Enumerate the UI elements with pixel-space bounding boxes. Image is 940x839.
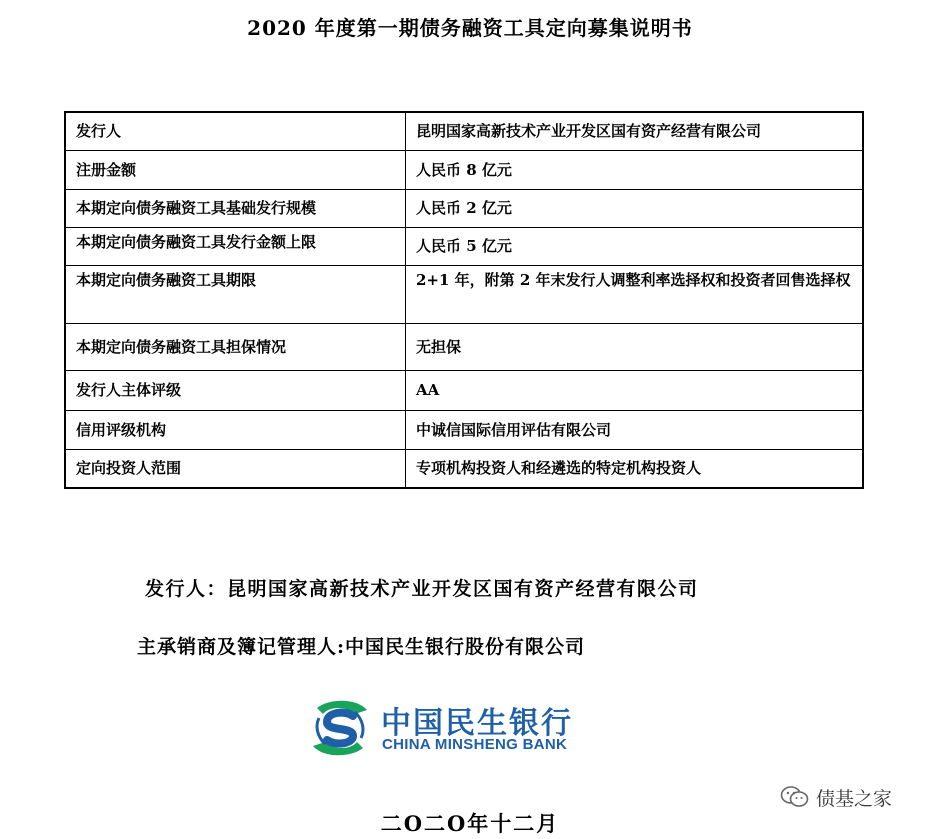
watermark-text: 债基之家 <box>816 787 893 810</box>
bank-name-en: CHINA MINSHENG BANK <box>382 736 568 753</box>
table-row <box>65 189 863 227</box>
row-label: 发行人主体评级 <box>65 370 406 410</box>
bank-logo <box>307 700 607 758</box>
row-label: 本期定向债务融资工具基础发行规模 <box>65 189 406 227</box>
summary-table <box>64 111 864 489</box>
row-label: 本期定向债务融资工具担保情况 <box>65 323 406 370</box>
row-value: 人民币 2 亿元 <box>406 189 864 227</box>
table-row <box>65 265 863 323</box>
row-value: 2+1 年，附第 2 年末发行人调整利率选择权和投资者回售选择权 <box>406 265 864 323</box>
table-row <box>65 370 863 410</box>
row-label: 本期定向债务融资工具期限 <box>65 265 406 323</box>
row-value: AA <box>406 370 864 410</box>
table-row <box>65 449 863 488</box>
minsheng-emblem-icon <box>307 700 373 756</box>
row-value: 专项机构投资人和经遴选的特定机构投资人 <box>406 449 864 488</box>
underwriter-line: 主承销商及簿记管理人:中国民生银行股份有限公司 <box>137 636 586 658</box>
row-label: 信用评级机构 <box>65 410 406 449</box>
row-value: 昆明国家高新技术产业开发区国有资产经营有限公司 <box>406 112 864 150</box>
row-label: 定向投资人范围 <box>65 449 406 488</box>
row-value: 人民币 5 亿元 <box>406 227 864 265</box>
watermark <box>780 783 892 811</box>
row-label: 注册金额 <box>65 150 406 189</box>
issue-date: 二O二O年十二月 <box>380 811 560 836</box>
document-title: 2020 年度第一期债务融资工具定向募集说明书 <box>247 16 693 40</box>
row-value: 人民币 8 亿元 <box>406 150 864 189</box>
table-row <box>65 227 863 265</box>
row-label: 发行人 <box>65 112 406 150</box>
row-value: 中诚信国际信用评估有限公司 <box>406 410 864 449</box>
bank-name-cn: 中国民生银行 <box>381 706 573 741</box>
table-row <box>65 112 863 150</box>
table-row <box>65 410 863 449</box>
row-label: 本期定向债务融资工具发行金额上限 <box>65 227 406 265</box>
table-row <box>65 323 863 370</box>
row-value: 无担保 <box>406 323 864 370</box>
wechat-icon <box>780 785 810 809</box>
issuer-line: 发行人：昆明国家高新技术产业开发区国有资产经营有限公司 <box>145 578 699 600</box>
table-row <box>65 150 863 189</box>
